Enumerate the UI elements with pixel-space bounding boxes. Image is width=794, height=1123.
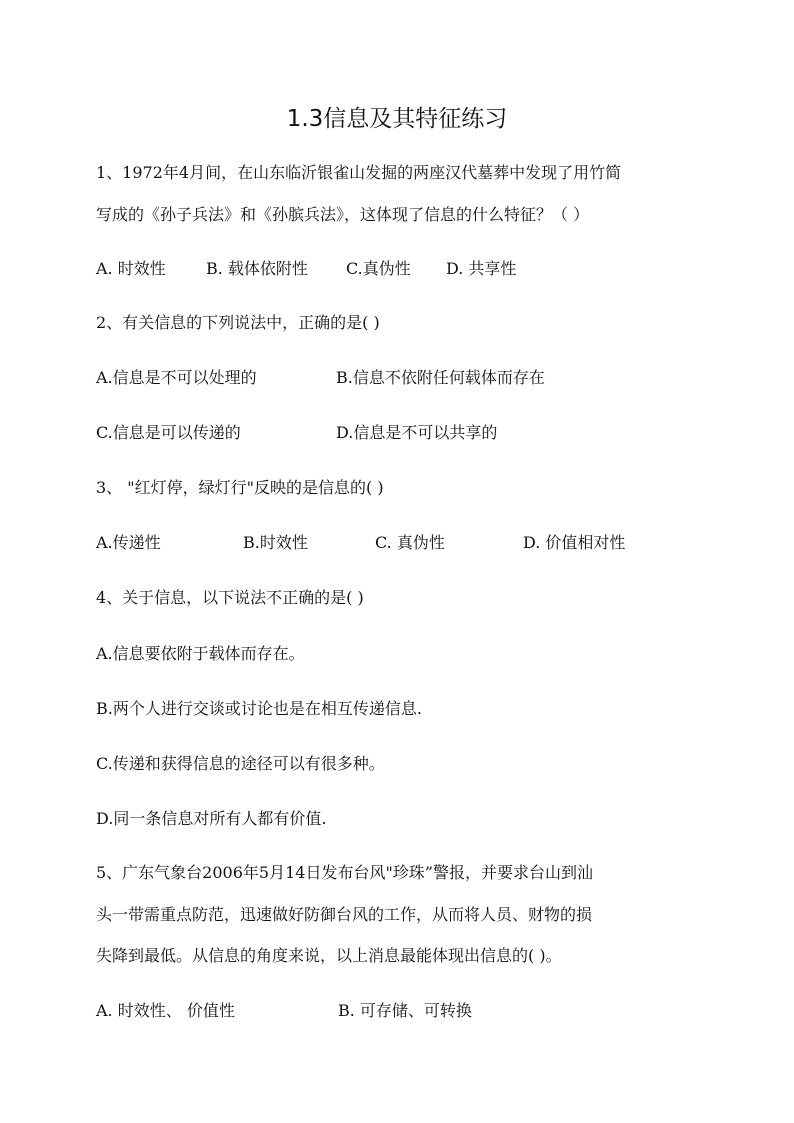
question-2-stem: 2、有关信息的下列说法中，正确的是( ) [96,313,380,332]
question-1-line-1: 1、1972年4月间，在山东临沂银雀山发掘的两座汉代墓葬中发现了用竹简 [96,163,622,182]
question-5-line-2: 头一带需重点防范，迅速做好防御台风的工作，从而将人员、财物的损 [96,905,593,924]
question-5-line-3: 失降到最低。从信息的角度来说，以上消息最能体现出信息的( )。 [96,946,562,965]
question-2-option-c: C.信息是可以传递的 [96,423,241,442]
question-4-option-d: D.同一条信息对所有人都有价值. [96,809,327,828]
question-3-option-b: B.时效性 [243,533,308,552]
question-3-option-c: C. 真伪性 [375,533,445,552]
question-5-option-a: A. 时效性、 价值性 [96,1001,235,1020]
question-1-line-2: 写成的《孙子兵法》和《孙膑兵法》，这体现了信息的什么特征？（ ） [96,205,590,224]
question-5-option-b: B. 可存储、可转换 [338,1001,472,1020]
question-5-line-1: 5、广东气象台2006年5月14日发布台风"珍珠”警报，并要求台山到汕 [96,863,593,882]
question-3-option-a: A.传递性 [96,533,161,552]
question-1-option-b: B. 载体依附性 [206,259,308,278]
question-2-option-a: A.信息是不可以处理的 [96,368,257,387]
question-1-option-d: D. 共享性 [446,259,517,278]
question-4-option-c: C.传递和获得信息的途径可以有很多种。 [96,754,385,773]
question-1-option-c: C.真伪性 [346,259,411,278]
question-3-option-d: D. 价值相对性 [523,533,626,552]
question-3-stem: 3、 "红灯停，绿灯行"反映的是信息的( ) [96,478,384,497]
question-4-option-a: A.信息要依附于载体而存在。 [96,644,305,663]
question-4-stem: 4、关于信息，以下说法不正确的是( ) [96,588,364,607]
question-1-option-a: A. 时效性 [96,259,166,278]
question-2-option-d: D.信息是不可以共享的 [336,423,498,442]
question-4-option-b: B.两个人进行交谈或讨论也是在相互传递信息. [96,699,422,718]
page-title: 1.3信息及其特征练习 [286,106,508,132]
question-2-option-b: B.信息不依附任何载体而存在 [336,368,545,387]
